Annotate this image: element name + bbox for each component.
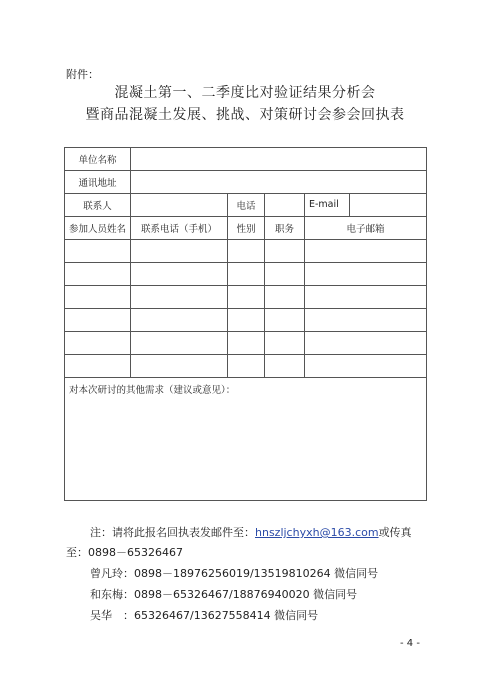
table-row: [65, 240, 427, 263]
table-cell[interactable]: [65, 332, 131, 355]
email-label: E-mail: [305, 194, 350, 216]
phone-label: 电话: [228, 194, 265, 217]
contact-label: 联系人: [65, 194, 131, 217]
email-cell[interactable]: [305, 194, 427, 217]
header-attendee-name: 参加人员姓名: [65, 217, 131, 240]
contact-field[interactable]: [131, 194, 228, 217]
unit-name-label: 单位名称: [65, 148, 131, 171]
table-cell[interactable]: [228, 309, 265, 332]
page-number: - 4 -: [400, 638, 420, 649]
table-cell[interactable]: [265, 355, 305, 378]
footer-note: [90, 524, 412, 540]
header-phone-mobile: 联系电话（手机）: [131, 217, 228, 240]
table-cell[interactable]: [131, 309, 228, 332]
table-cell[interactable]: [65, 240, 131, 263]
attachment-label: 附件：: [66, 68, 99, 81]
table-cell[interactable]: [265, 263, 305, 286]
table-cell[interactable]: [65, 309, 131, 332]
table-cell[interactable]: [305, 355, 427, 378]
note-prefix: 注：请将此报名回执表发邮件至：: [90, 526, 255, 539]
table-cell[interactable]: [65, 263, 131, 286]
note-suffix: 或传真: [378, 526, 412, 539]
table-cell[interactable]: [305, 332, 427, 355]
table-cell[interactable]: [265, 309, 305, 332]
table-row: [65, 332, 427, 355]
table-cell[interactable]: [131, 240, 228, 263]
table-cell[interactable]: [131, 286, 228, 309]
registration-form-table: [64, 147, 427, 501]
table-cell[interactable]: [65, 355, 131, 378]
table-cell[interactable]: [131, 332, 228, 355]
table-cell[interactable]: [228, 332, 265, 355]
contact-2: 和东梅：0898－65326467/18876940020 微信同号: [90, 588, 358, 601]
table-cell[interactable]: [305, 286, 427, 309]
phone-field[interactable]: [265, 194, 305, 217]
table-row: [65, 286, 427, 309]
header-email: 电子邮箱: [305, 217, 427, 240]
table-row: [65, 309, 427, 332]
email-link[interactable]: hnszljchyxh@163.com: [255, 526, 379, 539]
address-field[interactable]: [131, 171, 427, 194]
table-cell[interactable]: [265, 240, 305, 263]
table-cell[interactable]: [305, 263, 427, 286]
table-cell[interactable]: [131, 355, 228, 378]
remarks-label: 对本次研讨的其他需求（建议或意见）：: [69, 385, 236, 396]
table-cell[interactable]: [305, 240, 427, 263]
table-cell[interactable]: [65, 286, 131, 309]
contact-3: 吴华 ：65326467/13627558414 微信同号: [90, 609, 319, 622]
address-label: 通讯地址: [65, 171, 131, 194]
table-cell[interactable]: [131, 263, 228, 286]
header-gender: 性别: [228, 217, 265, 240]
table-cell[interactable]: [228, 286, 265, 309]
unit-name-field[interactable]: [131, 148, 427, 171]
header-position: 职务: [265, 217, 305, 240]
title-line-1: 混凝土第一、二季度比对验证结果分析会: [114, 85, 376, 101]
table-cell[interactable]: [228, 263, 265, 286]
table-cell[interactable]: [228, 240, 265, 263]
contact-1: 曾凡玲：0898－18976256019/13519810264 微信同号: [90, 567, 379, 580]
table-row: [65, 263, 427, 286]
table-row: [65, 355, 427, 378]
table-cell[interactable]: [265, 286, 305, 309]
remarks-field[interactable]: [65, 378, 427, 501]
table-cell[interactable]: [265, 332, 305, 355]
table-cell[interactable]: [228, 355, 265, 378]
table-cell[interactable]: [305, 309, 427, 332]
title-line-2: 暨商品混凝土发展、挑战、对策研讨会参会回执表: [85, 107, 405, 123]
fax-line: 至：0898－65326467: [66, 546, 183, 559]
